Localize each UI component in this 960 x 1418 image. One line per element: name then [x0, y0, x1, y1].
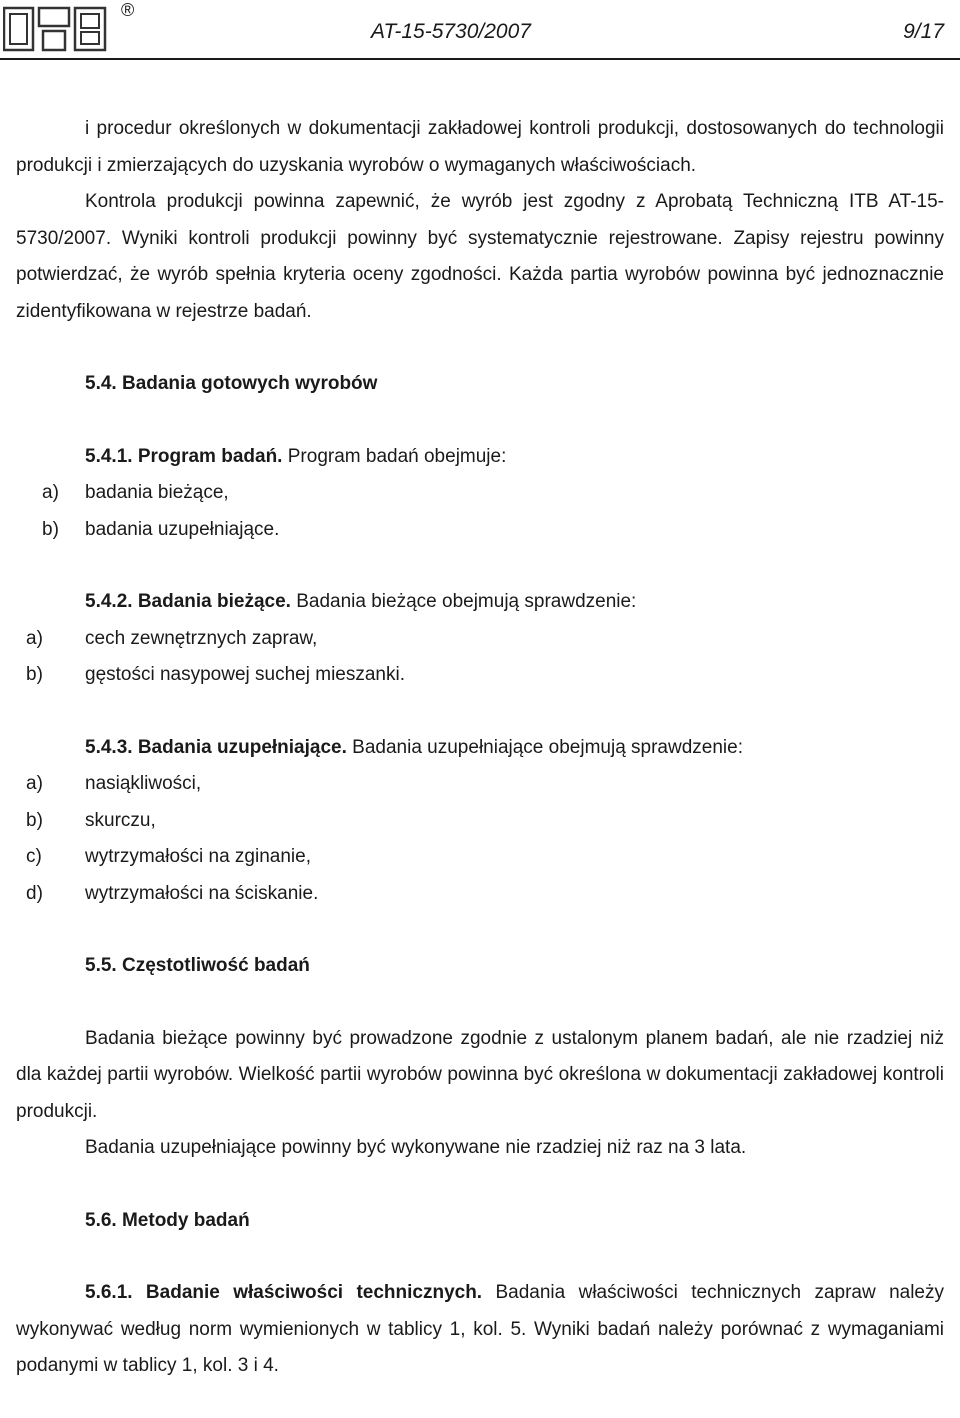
subsection-text: Badania bieżące obejmują sprawdzenie: — [290, 591, 637, 612]
list-item — [16, 621, 944, 658]
list-text: gęstości nasypowej suchej mieszanki. — [85, 664, 405, 685]
paragraph: Badania uzupełniające powinny być wykonywane nie rzadziej niż raz na 3 lata. — [85, 1137, 747, 1158]
subsection-title: 5.6.1. Badanie właściwości technicznych. — [85, 1282, 483, 1303]
list-item — [16, 475, 944, 512]
page-header — [0, 0, 960, 60]
subsection-title: 5.4.3. Badania uzupełniające. — [85, 736, 347, 758]
header-divider — [0, 58, 960, 60]
list-label: b) — [42, 518, 59, 540]
list-item — [16, 876, 944, 913]
list-label: a) — [42, 482, 59, 503]
section-heading-5-5: 5.5. Częstotliwość badań — [85, 955, 310, 976]
list-text: nasiąkliwości, — [85, 773, 202, 794]
list-label: a) — [26, 773, 43, 794]
document-number: AT-15-5730/2007 — [371, 20, 531, 43]
list-label: b) — [26, 664, 43, 685]
subsection-5-4-2 — [16, 584, 944, 621]
list-text: cech zewnętrznych zapraw, — [85, 627, 318, 649]
page-number: 9/17 — [903, 20, 944, 43]
list-text: wytrzymałości na ściskanie. — [85, 882, 319, 904]
registered-mark: ® — [121, 0, 135, 20]
document-body — [16, 111, 944, 1385]
list-text: badania uzupełniające. — [85, 518, 280, 540]
subsection-5-4-3 — [16, 730, 944, 767]
list-text: wytrzymałości na zginanie, — [85, 846, 311, 867]
paragraph: i procedur określonych w dokumentacji zakładowej kontroli produkcji, dostosowanych do technologii produkcji i zmierzających do uzyskania wyrobów o wymaganych właściwościach. — [16, 118, 944, 176]
subsection-title: 5.4.1. Program badań. — [85, 445, 283, 467]
section-heading-5-6: 5.6. Metody badań — [85, 1209, 250, 1231]
paragraph: Badania bieżące powinny być prowadzone zgodnie z ustalonym planem badań, ale nie rzadziej niż dla każdej partii wyrobów. Wielkość partii wyrobów powinna być określona w dokumentacji zakładowej kontroli produkcji. — [16, 1027, 944, 1122]
list-item — [16, 766, 944, 803]
list-item — [16, 803, 944, 840]
list-item — [16, 839, 944, 876]
subsection-5-4-1 — [16, 439, 944, 476]
list-label: c) — [26, 846, 42, 867]
list-item — [16, 657, 944, 694]
list-item — [16, 512, 944, 549]
subsection-text: Badania właściwości technicznych zapraw należy wykonywać według norm wymienionych w tablicy 1, kol. 5. Wyniki badań należy porównać z wymaganiami podanymi w tablicy 1, kol. 3 i 4. — [16, 1282, 944, 1376]
list-label: a) — [26, 627, 43, 649]
subsection-text: Badania uzupełniające obejmują sprawdzenie: — [346, 736, 743, 758]
subsection-5-6-1 — [16, 1275, 944, 1385]
itb-logo — [3, 0, 143, 58]
section-heading-5-4: 5.4. Badania gotowych wyrobów — [85, 373, 378, 394]
list-label: d) — [26, 882, 43, 904]
paragraph: Kontrola produkcji powinna zapewnić, że wyrób jest zgodny z Aprobatą Techniczną ITB AT-15-5730/2007. Wyniki kontroli produkcji powinny być systematycznie rejestrowane. Zapisy rejestru powinny potwierdzać, że wyrób spełnia kryteria oceny zgodności. Każda partia wyrobów powinna być jednoznacznie zidentyfikowana w rejestrze badań. — [16, 191, 944, 322]
list-text: badania bieżące, — [85, 482, 229, 503]
subsection-title: 5.4.2. Badania bieżące. — [85, 591, 291, 612]
subsection-text: Program badań obejmuje: — [282, 445, 507, 467]
list-text: skurczu, — [85, 809, 156, 831]
list-label: b) — [26, 809, 43, 831]
